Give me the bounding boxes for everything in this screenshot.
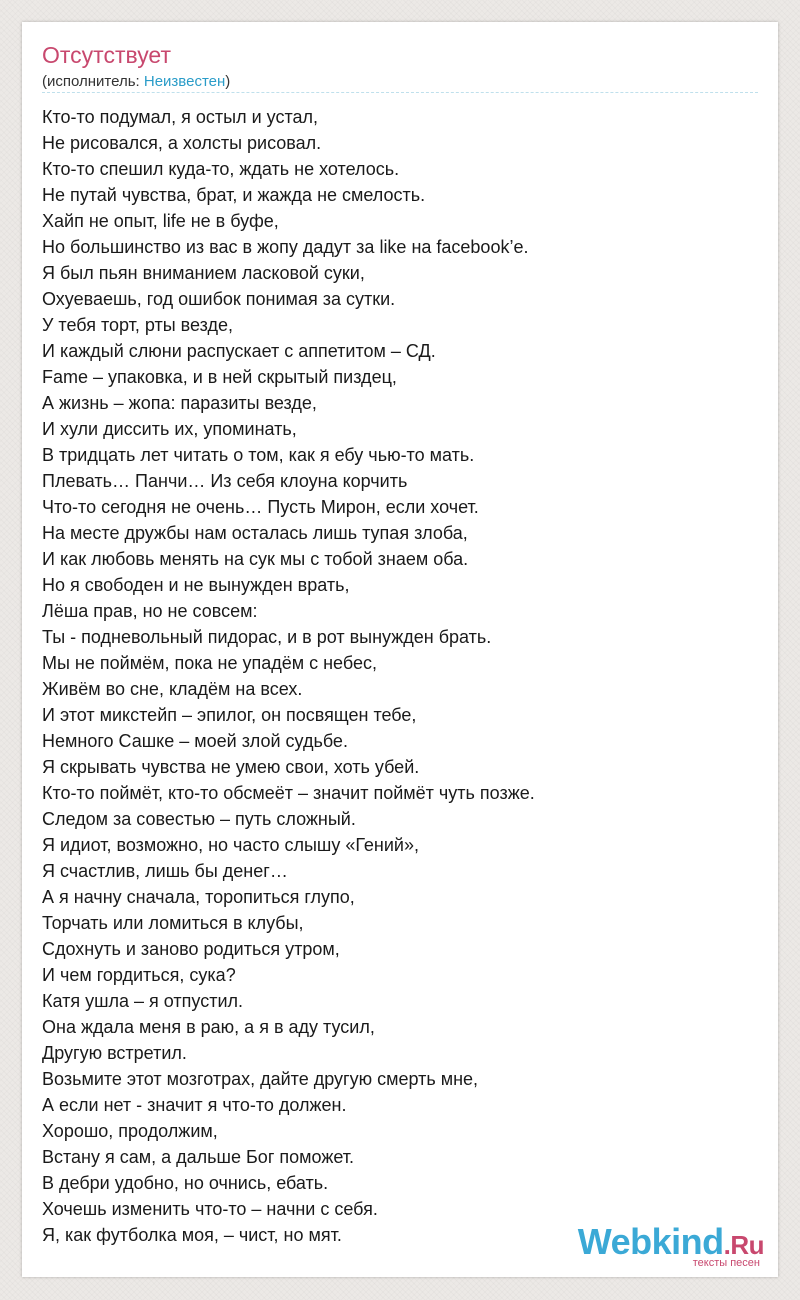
lyric-line: Но большинство из вас в жопу дадут за like на facebook’e. [42,237,529,257]
lyric-line: А я начну сначала, торопиться глупо, [42,887,355,907]
lyric-line: Мы не поймём, пока не упадём с небес, [42,653,377,673]
lyric-line: Лёша прав, но не совсем: [42,601,258,621]
lyric-line: И как любовь менять на сук мы с тобой знаем оба. [42,549,469,569]
lyric-line: А жизнь – жопа: паразиты везде, [42,393,317,413]
lyric-line: Кто-то спешил куда-то, ждать не хотелось. [42,159,400,179]
lyric-line: В дебри удобно, но очнись, ебать. [42,1173,329,1193]
lyric-line: Охуеваешь, год ошибок понимая за сутки. [42,289,396,309]
lyric-line: Не рисовался, а холсты рисовал. [42,133,322,153]
lyric-line: Плевать… Панчи… Из себя клоуна корчить [42,471,408,491]
song-title: Отсутствует [42,42,171,68]
lyric-line: Кто-то подумал, я остыл и устал, [42,107,318,127]
lyric-line: Катя ушла – я отпустил. [42,991,244,1011]
lyric-line: Встану я сам, а дальше Бог поможет. [42,1147,355,1167]
lyric-line: В тридцать лет читать о том, как я ебу чью-то мать. [42,445,475,465]
site-logo[interactable] [577,1221,764,1269]
artist-prefix: (исполнитель: [42,73,144,90]
lyric-line: Торчать или ломиться в клубы, [42,913,304,933]
lyric-line: Я скрывать чувства не умею свои, хоть убей. [42,757,420,777]
lyric-line: Другую встретил. [42,1043,187,1063]
lyric-line: Что-то сегодня не очень… Пусть Мирон, если хочет. [42,497,479,517]
artist-suffix: ) [225,73,231,90]
lyric-line: Живём во сне, кладём на всех. [42,679,303,699]
lyric-line: Я был пьян вниманием ласковой суки, [42,263,365,283]
lyric-line: Хорошо, продолжим, [42,1121,218,1141]
logo-tagline: тексты песен [692,1257,760,1269]
logo-tld: .Ru [723,1230,764,1260]
lyric-line: Я, как футболка моя, – чист, но мят. [42,1225,342,1245]
lyric-line: Ты - подневольный пидорас, и в рот вынужден брать. [42,627,492,647]
lyric-line: Немного Сашке – моей злой судьбе. [42,731,348,751]
divider [42,92,758,93]
lyric-line: Хайп не опыт, life не в буфе, [42,211,279,231]
lyrics-card [22,22,778,1277]
artist-line [42,73,230,90]
lyrics-text [42,104,535,1248]
lyric-line: Fame – упаковка, и в ней скрытый пиздец, [42,367,397,387]
lyric-line: Но я свободен и не вынужден врать, [42,575,350,595]
lyric-line: Сдохнуть и заново родиться утром, [42,939,340,959]
lyric-line: Возьмите этот мозготрах, дайте другую смерть мне, [42,1069,479,1089]
logo-main-text: Webkind [577,1221,724,1262]
lyric-line: У тебя торт, рты везде, [42,315,234,335]
lyric-line: Следом за совестью – путь сложный. [42,809,356,829]
lyric-line: Не путай чувства, брат, и жажда не смелость. [42,185,426,205]
lyric-line: И чем гордиться, сука? [42,965,236,985]
lyric-line: И этот микстейп – эпилог, он посвящен тебе, [42,705,417,725]
lyric-line: Я идиот, возможно, но часто слышу «Гений», [42,835,419,855]
artist-link[interactable]: Неизвестен [143,73,226,90]
lyric-line: И каждый слюни распускает с аппетитом – СД. [42,341,436,361]
lyric-line: Кто-то поймёт, кто-то обсмеёт – значит поймёт чуть позже. [42,783,535,803]
lyric-line: На месте дружбы нам осталась лишь тупая злоба, [42,523,468,543]
lyric-line: А если нет - значит я что-то должен. [42,1095,347,1115]
lyric-line: Она ждала меня в раю, а я в аду тусил, [42,1017,375,1037]
lyric-line: Хочешь изменить что-то – начни с себя. [42,1199,378,1219]
lyric-line: Я счастлив, лишь бы денег… [42,861,288,881]
lyric-line: И хули диссить их, упоминать, [42,419,297,439]
